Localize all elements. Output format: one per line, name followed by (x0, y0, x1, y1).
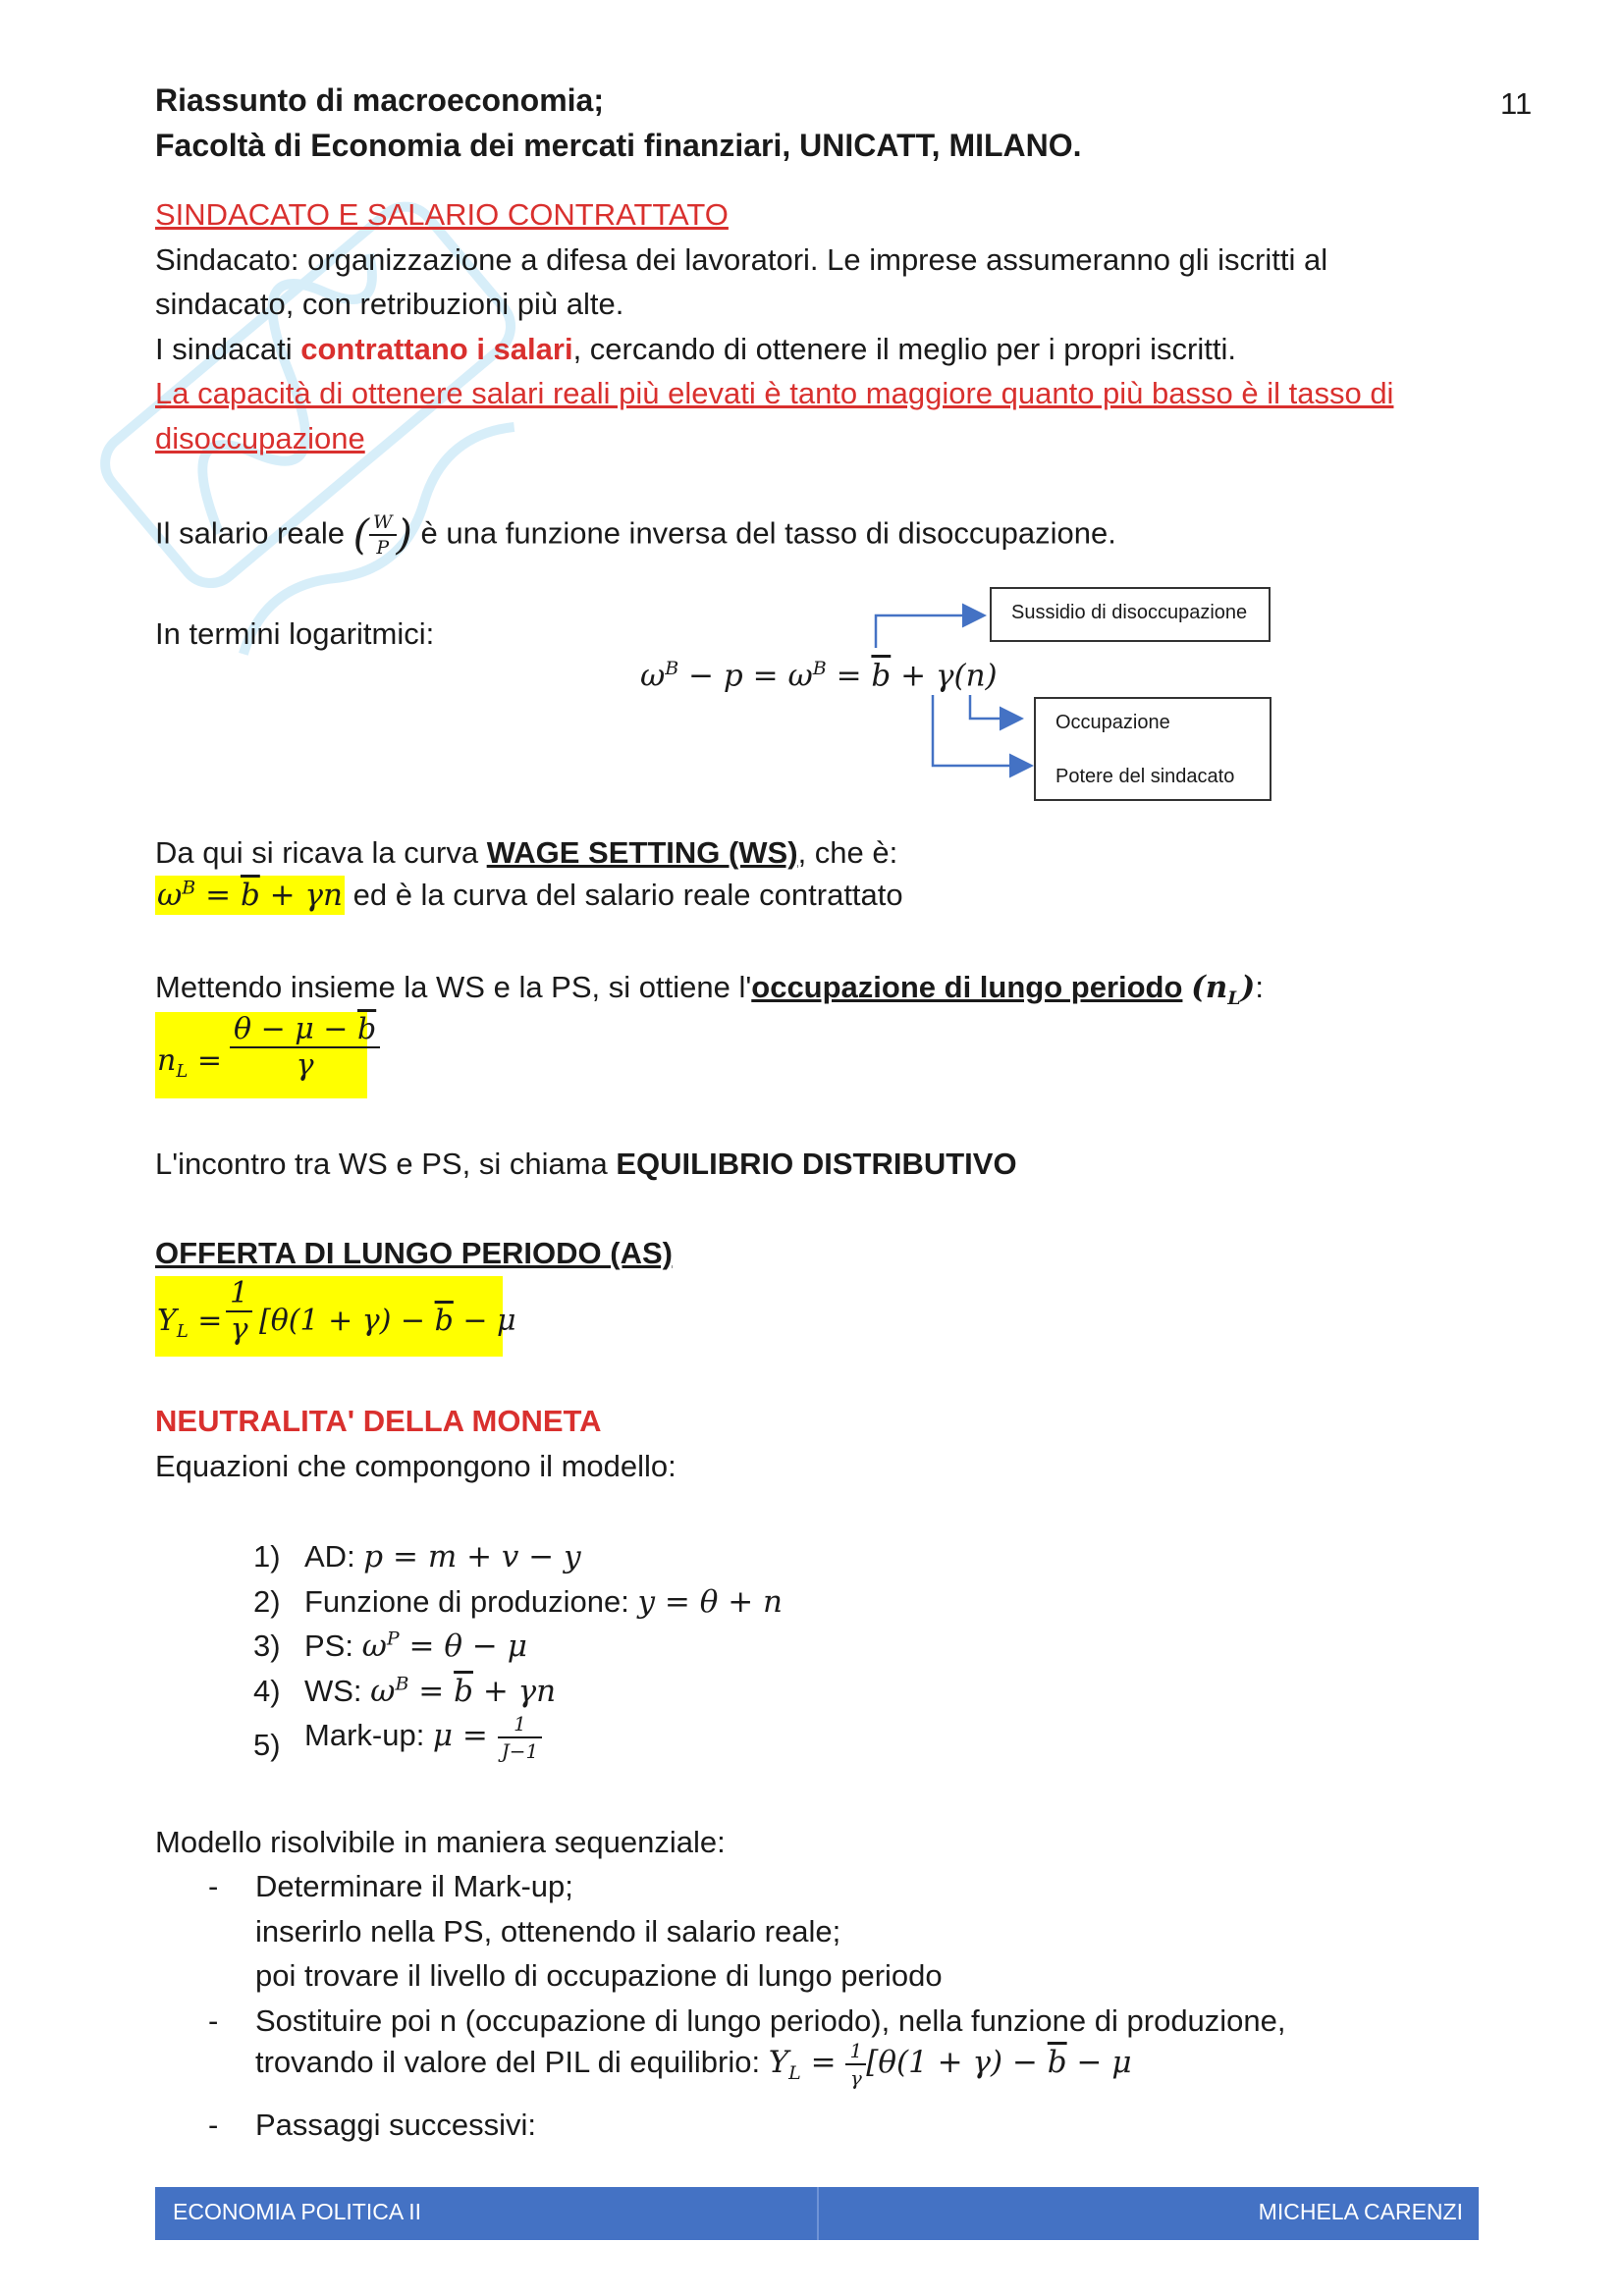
list-item-number: 3) (253, 1629, 281, 1663)
list-item-markup: Mark-up: μ = $\frac{1}{J-1}$ (304, 1711, 542, 1764)
paragraph-salario-reale: Il salario reale ( $\frac{W}{P}$ ) è una funzione inversa del tasso di disoccupazione. (155, 510, 1116, 560)
list-item-number: 1) (253, 1539, 281, 1574)
bullet-1-line-3: poi trovare il livello di occupazione di lungo periodo (255, 1958, 943, 1993)
bullet-1-line-2: inserirlo nella PS, ottenendo il salario reale; (255, 1914, 841, 1949)
paragraph-equilibrio: L'incontro tra WS e PS, si chiama EQUILIBRIO DISTRIBUTIVO (155, 1147, 1017, 1181)
section-title-offerta: OFFERTA DI LUNGO PERIODO (AS) (155, 1236, 673, 1270)
bullet-1-line-1: Determinare il Mark-up; (255, 1869, 573, 1903)
paragraph-ws-intro: Da qui si ricava la curva WAGE SETTING (WS), che è: (155, 835, 898, 870)
paragraph-logaritmici: In termini logaritmici: (155, 616, 435, 651)
header-line-2: Facoltà di Economia dei mercati finanziari, UNICATT, MILANO. (155, 128, 1082, 163)
footer-bar (155, 2187, 1479, 2240)
list-item-ad: AD: p = m + v − y (304, 1539, 581, 1575)
paragraph-lungo-periodo: Mettendo insieme la WS e la PS, si ottiene l'occupazione di lungo periodo $(n_L)$: (155, 970, 1264, 1010)
formula-nl: $n_L$ = $\frac{\theta - \mu - \overline{b}}{\gamma}$ (155, 1012, 367, 1098)
list-item-number: 2) (253, 1584, 281, 1619)
page-number: 11 (1500, 86, 1533, 121)
bullet-dash: - (208, 2003, 219, 2038)
formula-yl: $Y_L$ = $\frac{1}{\gamma}$ [$\theta(1 + \gamma) - \overline{b} - \mu$ (155, 1276, 503, 1357)
header-line-1: Riassunto di macroeconomia; (155, 82, 604, 118)
list-item-produzione: Funzione di produzione: y = θ + n (304, 1584, 784, 1620)
bullet-dash: - (208, 1869, 219, 1903)
formula-ws: $\omega^B = \overline{b} + \gamma n$ (157, 877, 343, 913)
paragraph-equazioni: Equazioni che compongono il modello: (155, 1449, 676, 1483)
footer-right: MICHELA CARENZI (1258, 2199, 1463, 2224)
footer-left: ECONOMIA POLITICA II (173, 2199, 422, 2224)
paragraph-sindacato-3a: La capacità di ottenere salari reali più elevati è tanto maggiore quanto più basso è il tasso di (155, 376, 1394, 410)
paragraph-modello: Modello risolvibile in maniera sequenziale: (155, 1825, 726, 1859)
list-item-ps: PS: $\omega^P = \theta - \mu$ (304, 1628, 527, 1664)
section-title-neutralita: NEUTRALITA' DELLA MONETA (155, 1404, 602, 1438)
bullet-dash: - (208, 2108, 219, 2142)
box-occupazione-potere: Occupazione Potere del sindacato (1034, 697, 1271, 801)
highlight-contrattano: contrattano i salari (300, 332, 573, 366)
box-sussidio: Sussidio di disoccupazione (990, 587, 1271, 642)
paragraph-sindacato-2: I sindacati contrattano i salari, cercando di ottenere il meglio per i propri iscritti. (155, 332, 1236, 366)
paragraph-ws-formula: $\omega^B = \overline{b} + \gamma n$ ed è la curva del salario reale contrattato (157, 877, 903, 913)
section-title-sindacato: SINDACATO E SALARIO CONTRATTATO (155, 197, 729, 232)
list-item-number: 5) (253, 1728, 281, 1762)
list-item-number: 4) (253, 1674, 281, 1708)
fraction-w-over-p: $\frac{W}{P}$ (369, 510, 397, 561)
bullet-3: Passaggi successivi: (255, 2108, 537, 2142)
paragraph-sindacato-3b: disoccupazione (155, 421, 365, 455)
bullet-2-line-1: Sostituire poi n (occupazione di lungo periodo), nella funzione di produzione, (255, 2003, 1286, 2038)
bullet-2-line-2: trovando il valore del PIL di equilibrio: $Y_L$ = $\frac{1}{\gamma}$ [$\theta(1 + \gamma) - \overline{b} - \mu$ (255, 2039, 1132, 2090)
paragraph-sindacato-1a: Sindacato: organizzazione a difesa dei lavoratori. Le imprese assumeranno gli iscritti al (155, 242, 1328, 277)
paragraph-sindacato-1b: sindacato, con retribuzioni più alte. (155, 287, 624, 321)
list-item-ws: WS: $\omega^B = \overline{b} + \gamma n$ (304, 1673, 557, 1709)
formula-log-wage: $\omega^B - p = \omega^B = \overline{b} + \gamma(n)$ (640, 658, 998, 694)
